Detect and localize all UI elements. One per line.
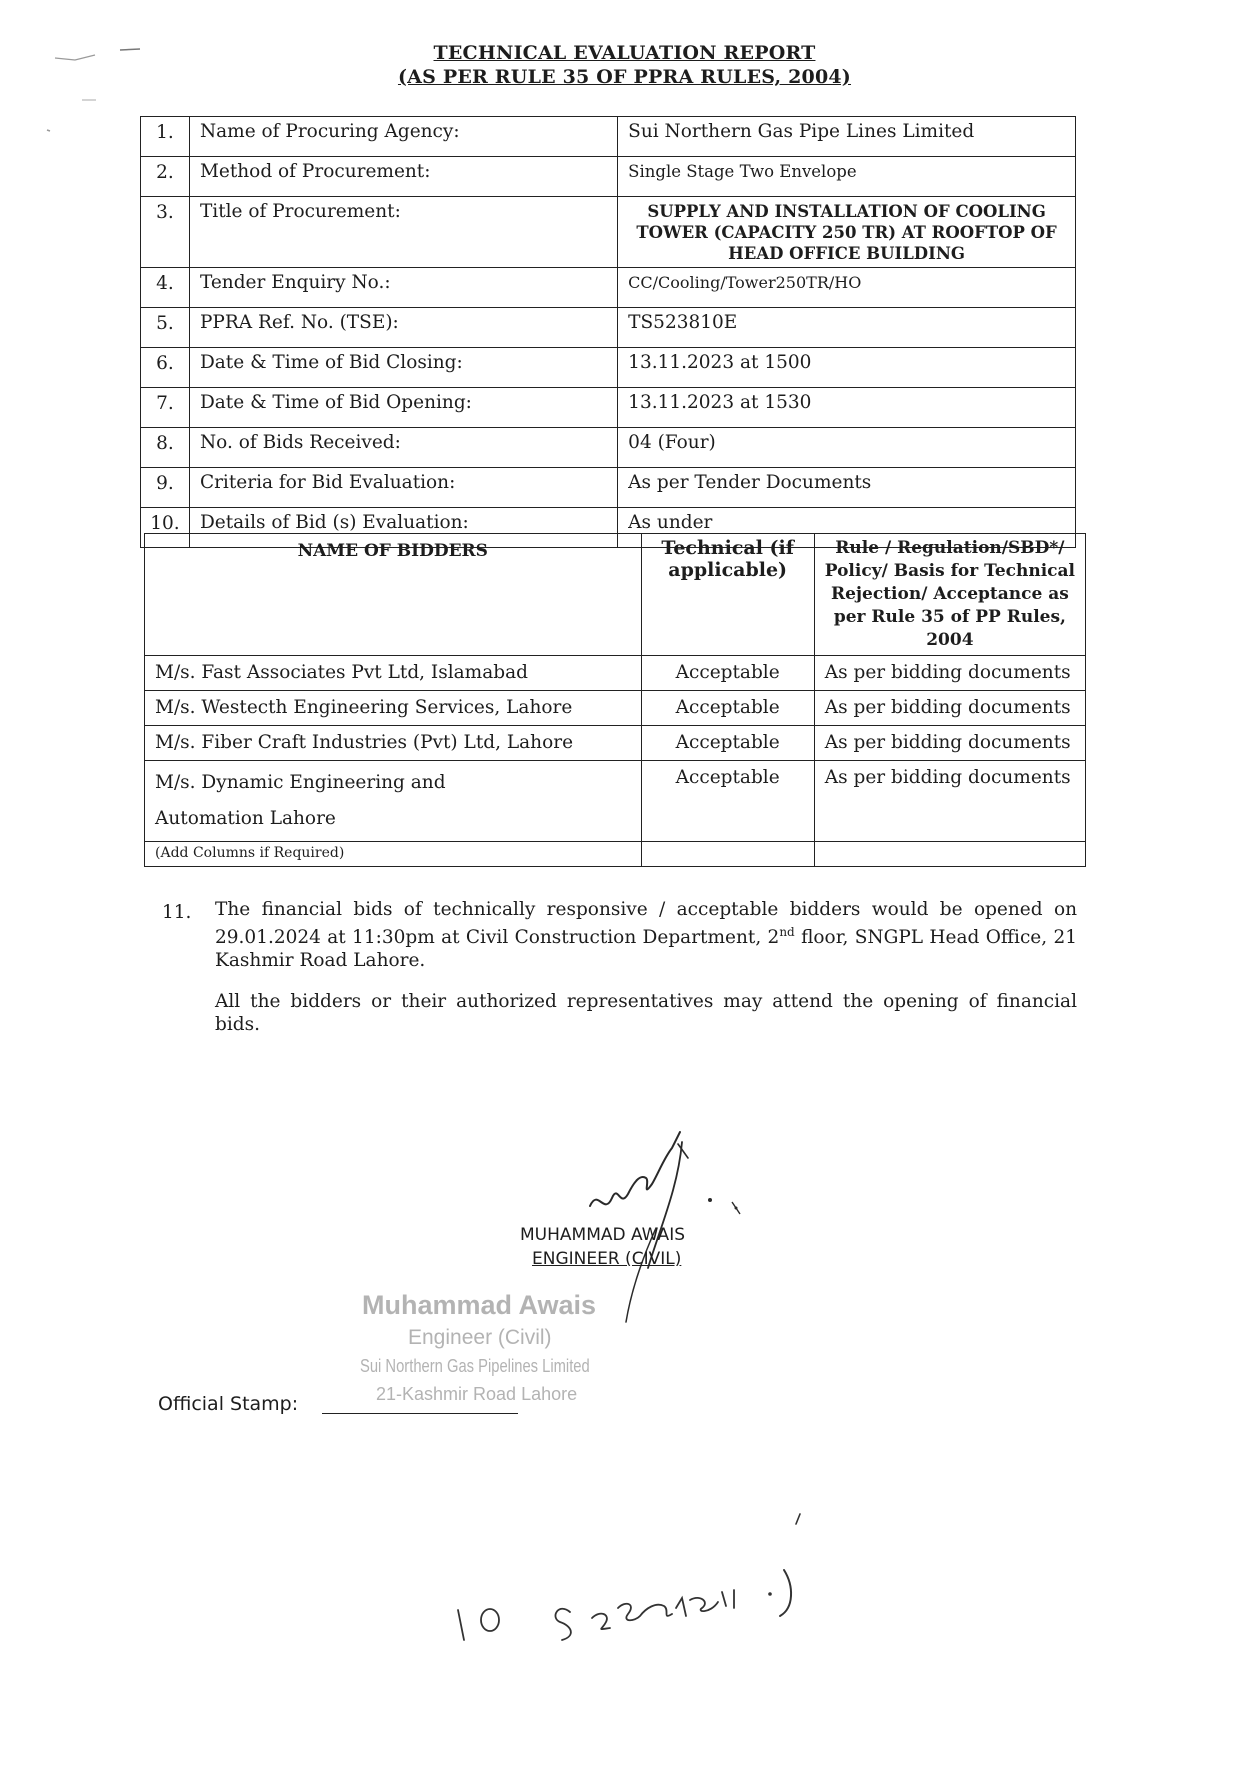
info-row xyxy=(141,348,1076,388)
info-row xyxy=(141,308,1076,348)
row-value: 13.11.2023 at 1500 xyxy=(618,348,1076,388)
table-note-row xyxy=(145,842,1086,867)
row-label: Tender Enquiry No.: xyxy=(189,268,617,308)
row-number: 9. xyxy=(141,468,190,508)
row-number: 7. xyxy=(141,388,190,428)
table-header-row xyxy=(145,534,1086,656)
row-number: 1. xyxy=(141,117,190,157)
row-number: 3. xyxy=(141,197,190,268)
row-value: TS523810E xyxy=(618,308,1076,348)
handwritten-note xyxy=(450,1490,910,1650)
row-value: SUPPLY AND INSTALLATION OF COOLING TOWER (CAPACITY 250 TR) AT ROOFTOP OF HEAD OFFICE BUILDING xyxy=(636,202,1057,263)
paragraph-number: 11. xyxy=(162,902,192,923)
technical-status: Acceptable xyxy=(641,691,814,726)
evaluation-basis: As per bidding documents xyxy=(814,761,1085,842)
row-label: No. of Bids Received: xyxy=(189,428,617,468)
row-value: 13.11.2023 at 1530 xyxy=(618,388,1076,428)
info-row xyxy=(141,388,1076,428)
report-title: TECHNICAL EVALUATION REPORT xyxy=(433,42,816,64)
row-label: Details of Bid (s) Evaluation: xyxy=(189,508,617,548)
row-number: 2. xyxy=(141,157,190,197)
header-bidder-name: NAME OF BIDDERS xyxy=(145,534,642,656)
row-label: Criteria for Bid Evaluation: xyxy=(189,468,617,508)
add-columns-note: (Add Columns if Required) xyxy=(145,842,642,867)
bidder-name: M/s. Westecth Engineering Services, Lahore xyxy=(145,691,642,726)
row-number: 6. xyxy=(141,348,190,388)
bidder-name: M/s. Fiber Craft Industries (Pvt) Ltd, Lahore xyxy=(145,726,642,761)
financial-bid-opening-paragraph xyxy=(215,898,1077,972)
info-row xyxy=(141,157,1076,197)
empty-cell xyxy=(814,842,1085,867)
row-number: 8. xyxy=(141,428,190,468)
attendance-paragraph: All the bidders or their authorized representatives may attend the opening of financial bids. xyxy=(215,991,1077,1035)
row-number: 4. xyxy=(141,268,190,308)
evaluation-basis: As per bidding documents xyxy=(814,656,1085,691)
row-label: Date & Time of Bid Closing: xyxy=(189,348,617,388)
table-row xyxy=(145,656,1086,691)
technical-status: Acceptable xyxy=(641,656,814,691)
paragraph-text: floor, SNGPL Head Office, 21 Kashmir Road Lahore. xyxy=(215,927,1078,972)
report-subtitle: (AS PER RULE 35 OF PPRA RULES, 2004) xyxy=(397,66,852,88)
stamp-role: Engineer (Civil) xyxy=(408,1326,552,1349)
bidder-name: M/s. Fast Associates Pvt Ltd, Islamabad xyxy=(145,656,642,691)
technical-status: Acceptable xyxy=(641,726,814,761)
stamp-address: 21-Kashmir Road Lahore xyxy=(376,1384,578,1404)
info-row xyxy=(141,268,1076,308)
row-label: Date & Time of Bid Opening: xyxy=(189,388,617,428)
row-label: Title of Procurement: xyxy=(189,197,617,268)
row-value: As under xyxy=(618,508,1076,548)
row-number: 5. xyxy=(141,308,190,348)
row-value: Single Stage Two Envelope xyxy=(618,157,1076,197)
row-value: As per Tender Documents xyxy=(618,468,1076,508)
procurement-title-value xyxy=(618,197,1076,268)
technical-status: Acceptable xyxy=(641,761,814,842)
evaluation-basis: As per bidding documents xyxy=(814,726,1085,761)
header-basis: Rule / Regulation/SBD*/ Policy/ Basis for Technical Rejection/ Acceptance as per Rule 35 of PP Rules, 2004 xyxy=(814,534,1085,656)
paragraph-superscript: nd xyxy=(779,925,795,939)
info-row xyxy=(141,428,1076,468)
signatory-name: MUHAMMAD AWAIS xyxy=(520,1225,685,1245)
paragraph-text: The financial bids of technically responsive / acceptable bidders would be opened on 29.01.2024 at 11:30pm at Civil Construction Department, 2 xyxy=(215,899,1077,949)
signatory-title: ENGINEER (CIVIL) xyxy=(532,1249,682,1269)
table-row xyxy=(145,761,1086,842)
row-label: PPRA Ref. No. (TSE): xyxy=(189,308,617,348)
row-number: 10. xyxy=(141,508,190,548)
row-label: Method of Procurement: xyxy=(189,157,617,197)
empty-cell xyxy=(641,842,814,867)
table-row xyxy=(145,691,1086,726)
row-value: CC/Cooling/Tower250TR/HO xyxy=(618,268,1076,308)
row-value: 04 (Four) xyxy=(618,428,1076,468)
table-row xyxy=(145,726,1086,761)
official-stamp-label: Official Stamp: xyxy=(158,1393,299,1415)
row-value: Sui Northern Gas Pipe Lines Limited xyxy=(618,117,1076,157)
info-row xyxy=(141,197,1076,268)
stamp-signature-line xyxy=(322,1413,518,1414)
info-row xyxy=(141,117,1076,157)
procurement-info-table xyxy=(140,116,1076,548)
bidder-name: M/s. Dynamic Engineering and Automation Lahore xyxy=(145,761,642,842)
stamp-organization: Sui Northern Gas Pipelines Limited xyxy=(360,1356,590,1376)
header-technical: Technical (if applicable) xyxy=(641,534,814,656)
evaluation-basis: As per bidding documents xyxy=(814,691,1085,726)
bidders-evaluation-table xyxy=(144,533,1086,867)
stamp-name: Muhammad Awais xyxy=(362,1290,597,1320)
row-label: Name of Procuring Agency: xyxy=(189,117,617,157)
info-row xyxy=(141,468,1076,508)
